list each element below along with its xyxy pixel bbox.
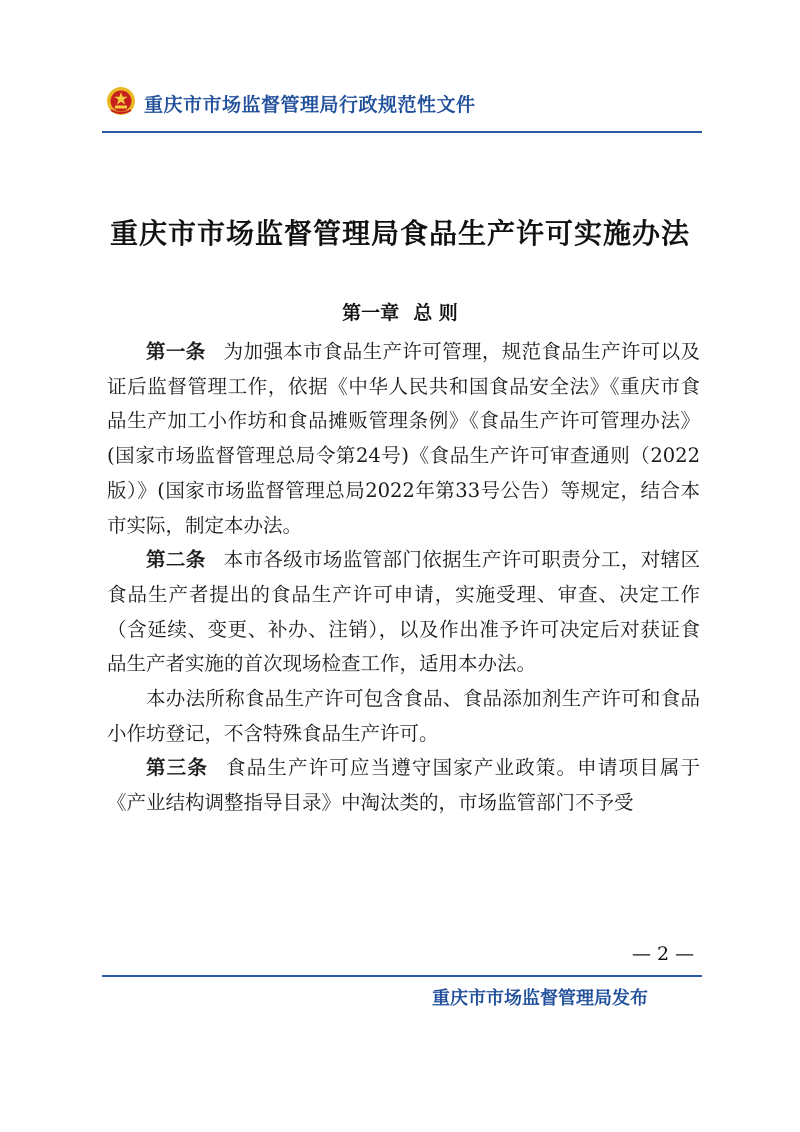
article-text: 为加强本市食品生产许可管理，规范食品生产许可以及证后监督管理工作，依据《中华人民共和国食品安全法》《重庆市食品生产加工小作坊和食品摊贩管理条例》《食品生产许可管理办法》(国家市场监督管理总局令第24号)《食品生产许可审查通则（2022版）》(国家市场监督管理总局2022年第33号公告）等规定，结合本市实际，制定本办法。: [107, 340, 700, 537]
document-title: 重庆市市场监督管理局食品生产许可实施办法: [109, 217, 690, 250]
paragraph-article-3: [107, 751, 700, 820]
document-body: [107, 335, 700, 821]
footer-publisher: 重庆市市场监督管理局发布: [432, 988, 648, 1009]
chapter-number: 第一章: [342, 302, 400, 324]
page-number: — 2 —: [632, 943, 695, 965]
article-label: 第二条: [146, 548, 206, 572]
chapter-heading: [0, 298, 800, 325]
paragraph-article-2: [107, 543, 700, 682]
header-title: 重庆市市场监督管理局行政规范性文件: [144, 94, 476, 116]
article-text: 本市各级市场监管部门依据生产许可职责分工，对辖区食品生产者提出的食品生产许可申请，实施受理、审查、决定工作（含延续、变更、补办、注销），以及作出准予许可决定后对获证食品生产者实施的首次现场检查工作，适用本办法。: [107, 548, 700, 676]
article-label: 第一条: [146, 340, 206, 363]
document-header: [106, 86, 706, 126]
article-text: 本办法所称食品生产许可包含食品、食品添加剂生产许可和食品小作坊登记，不含特殊食品生产许可。: [107, 687, 700, 745]
chapter-name: 总 则: [413, 302, 458, 324]
article-text: 食品生产许可应当遵守国家产业政策。申请项目属于《产业结构调整指导目录》中淘汰类的，市场监管部门不予受: [107, 756, 700, 815]
national-emblem-icon: [106, 86, 136, 116]
paragraph-article-2-continued: [107, 682, 700, 751]
paragraph-article-1: [107, 335, 700, 543]
header-divider: [102, 131, 702, 133]
article-label: 第三条: [146, 756, 208, 780]
footer-divider: [102, 975, 702, 977]
